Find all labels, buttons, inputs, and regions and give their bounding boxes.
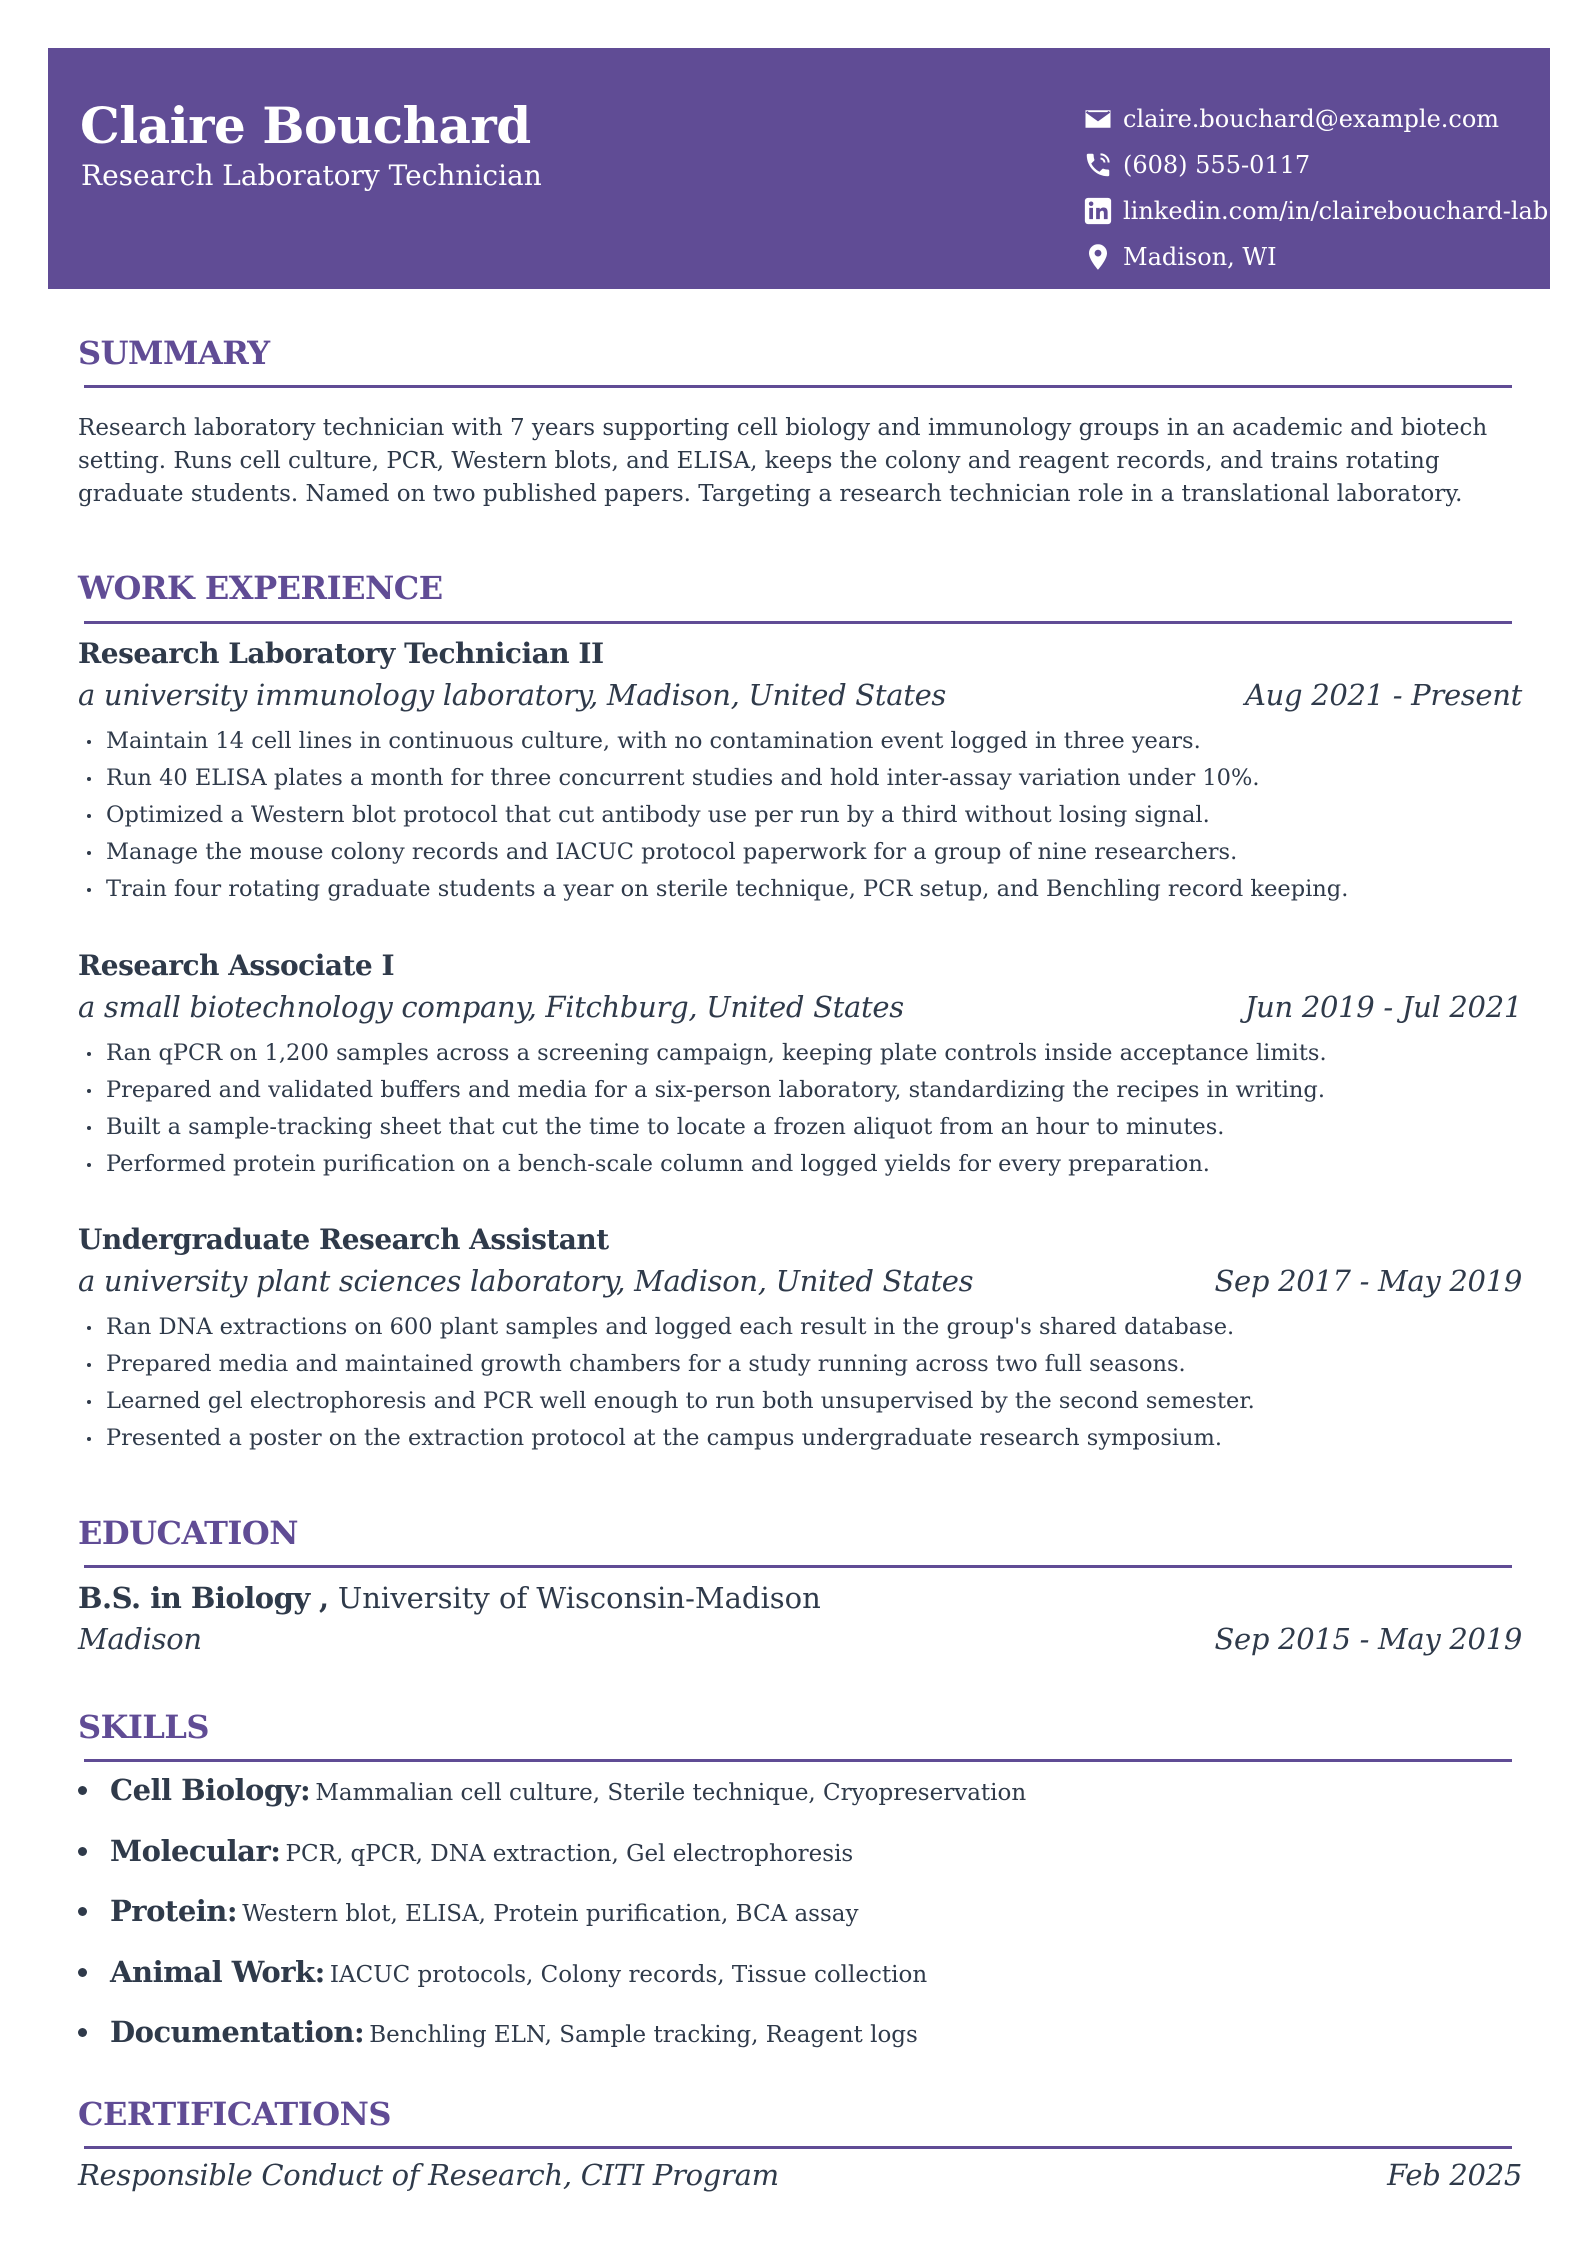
job-title: Undergraduate Research Assistant [78, 1223, 609, 1256]
section-divider [84, 2146, 1512, 2149]
skill-category: Protein: [110, 1894, 238, 1928]
job-organization: a university immunology laboratory, Madison, United States [78, 678, 947, 712]
resume-header [48, 48, 1550, 289]
list-item: Performed protein purification on a bench-scale column and logged yields for every preparation. [78, 1146, 1327, 1183]
degree-separator: , [318, 1581, 329, 1615]
skill-item [78, 1950, 1026, 2011]
job-dates: Jun 2019 - Jul 2021 [1244, 990, 1522, 1024]
summary-heading: SUMMARY [78, 334, 270, 372]
list-item: Presented a poster on the extraction protocol at the campus undergraduate research symposium. [78, 1420, 1255, 1457]
skill-category: Molecular: [110, 1833, 281, 1868]
skill-item [78, 2010, 1026, 2071]
list-item: Learned gel electrophoresis and PCR well enough to run both unsupervised by the second semester. [78, 1383, 1255, 1420]
skills-heading: SKILLS [78, 1708, 209, 1746]
skill-values: Benchling ELN, Sample tracking, Reagent logs [369, 2022, 918, 2048]
linkedin-icon [1083, 196, 1113, 226]
education-degree-line [78, 1580, 821, 1616]
job-bullets [78, 1309, 1255, 1457]
contact-phone-text: (608) 555-0117 [1123, 151, 1311, 179]
candidate-title: Research Laboratory Technician [81, 159, 542, 192]
skill-category: Cell Biology: [110, 1773, 311, 1807]
list-item: Prepared and validated buffers and media for a six-person laboratory, standardizing the recipes in writing. [78, 1072, 1327, 1109]
skill-values: PCR, qPCR, DNA extraction, Gel electrophoresis [285, 1840, 854, 1867]
job-title: Research Laboratory Technician II [78, 637, 604, 670]
contact-linkedin-text: linkedin.com/in/clairebouchard-lab [1123, 197, 1549, 225]
job-dates: Sep 2017 - May 2019 [1214, 1264, 1522, 1298]
skills-list [78, 1768, 1026, 2071]
skill-category: Animal Work: [110, 1954, 325, 1989]
job-organization: a small biotechnology company, Fitchburg, United States [78, 990, 904, 1024]
school: University of Wisconsin-Madison [337, 1581, 821, 1615]
contact-location-text: Madison, WI [1123, 243, 1277, 271]
section-divider [84, 621, 1512, 624]
education-heading: EDUCATION [78, 1514, 298, 1552]
job-bullets [78, 1035, 1327, 1183]
list-item: Prepared media and maintained growth chambers for a study running across two full seasons. [78, 1346, 1255, 1383]
list-item: Ran DNA extractions on 600 plant samples and logged each result in the group's shared database. [78, 1309, 1255, 1346]
skill-category: Documentation: [110, 2015, 365, 2049]
skill-item [78, 1829, 1026, 1890]
section-divider [84, 1759, 1512, 1762]
candidate-name: Claire Bouchard [80, 96, 531, 155]
location-pin-icon [1083, 242, 1113, 272]
contact-location [1083, 234, 1548, 280]
skill-item [78, 1768, 1026, 1829]
education-dates: Sep 2015 - May 2019 [1214, 1622, 1522, 1656]
list-item: Train four rotating graduate students a year on sterile technique, PCR setup, and Benchling record keeping. [78, 871, 1348, 908]
email-icon [1083, 104, 1113, 134]
contact-email-text: claire.bouchard@example.com [1123, 105, 1500, 133]
skill-values: Western blot, ELISA, Protein purification, BCA assay [242, 1901, 859, 1927]
skill-values: Mammalian cell culture, Sterile technique, Cryopreservation [315, 1780, 1027, 1806]
contact-list [1083, 96, 1548, 280]
job-dates: Aug 2021 - Present [1245, 678, 1522, 712]
experience-heading: WORK EXPERIENCE [78, 569, 443, 607]
degree: B.S. in Biology [78, 1581, 310, 1615]
list-item: Ran qPCR on 1,200 samples across a screening campaign, keeping plate controls inside acceptance limits. [78, 1035, 1327, 1072]
list-item: Run 40 ELISA plates a month for three concurrent studies and hold inter-assay variation under 10%. [78, 760, 1348, 797]
summary-text: Research laboratory technician with 7 years supporting cell biology and immunology groups in an academic and biotech setting. Runs cell culture, PCR, Western blots, and ELISA, keeps the colony and reagent records, and trains rotating graduate students. Named on two published papers. Targeting a research technician role in a translational laboratory. [78, 415, 1488, 507]
contact-linkedin[interactable] [1083, 188, 1548, 234]
contact-phone[interactable] [1083, 142, 1548, 188]
list-item: Manage the mouse colony records and IACUC protocol paperwork for a group of nine researchers. [78, 834, 1348, 871]
certifications-heading: CERTIFICATIONS [78, 2095, 391, 2133]
list-item: Optimized a Western blot protocol that cut antibody use per run by a third without losing signal. [78, 797, 1348, 834]
phone-icon [1083, 150, 1113, 180]
certification-name: Responsible Conduct of Research, CITI Program [78, 2158, 779, 2192]
section-divider [84, 1565, 1512, 1568]
job-organization: a university plant sciences laboratory, Madison, United States [78, 1264, 974, 1298]
skill-values: IACUC protocols, Colony records, Tissue collection [329, 1961, 928, 1988]
contact-email[interactable] [1083, 96, 1548, 142]
section-divider [84, 385, 1512, 388]
education-location: Madison [78, 1622, 202, 1656]
skill-item [78, 1889, 1026, 1950]
list-item: Built a sample-tracking sheet that cut the time to locate a frozen aliquot from an hour to minutes. [78, 1109, 1327, 1146]
job-title: Research Associate I [78, 949, 395, 982]
job-bullets [78, 723, 1348, 908]
list-item: Maintain 14 cell lines in continuous culture, with no contamination event logged in three years. [78, 723, 1348, 760]
certification-date: Feb 2025 [1387, 2158, 1522, 2192]
